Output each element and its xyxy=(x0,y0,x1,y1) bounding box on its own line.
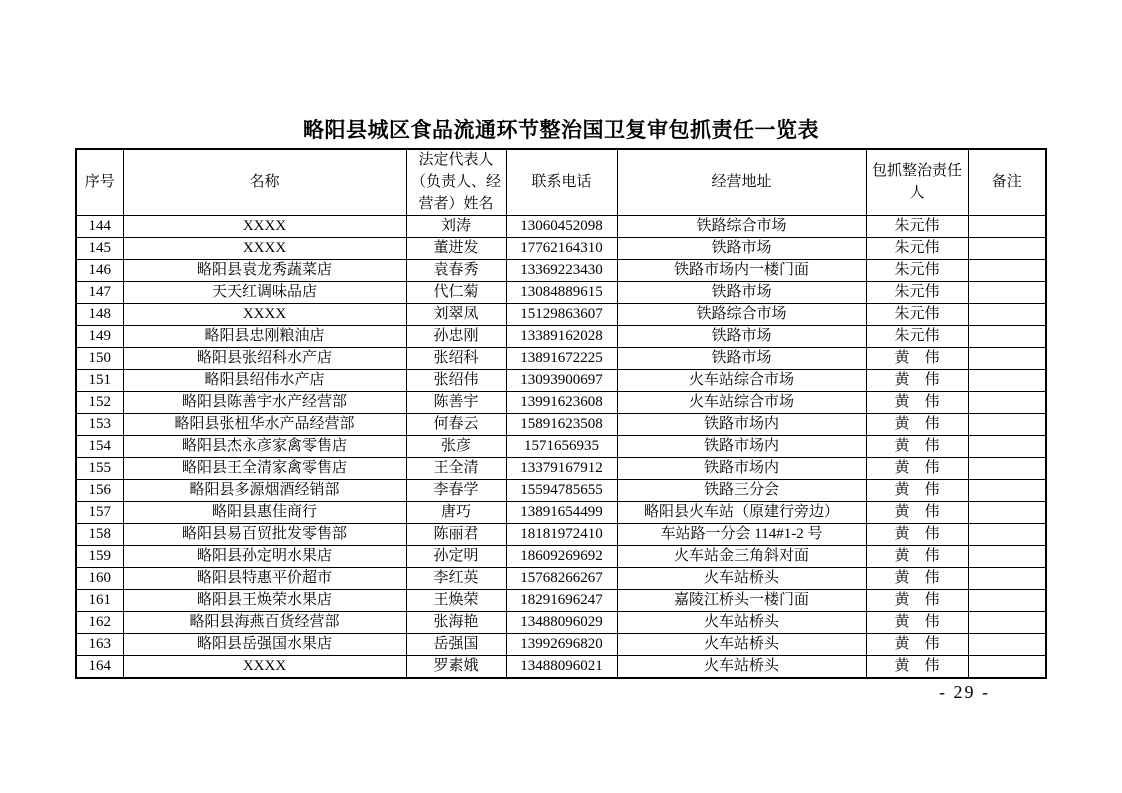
table-row xyxy=(76,480,1046,502)
cell-address: 略阳县火车站（原建行旁边） xyxy=(617,502,866,524)
cell-name: 略阳县张绍科水产店 xyxy=(123,348,406,370)
cell-representative: 唐巧 xyxy=(406,502,506,524)
cell-responsible: 朱元伟 xyxy=(866,304,968,326)
cell-remark xyxy=(968,458,1046,480)
cell-address: 铁路三分会 xyxy=(617,480,866,502)
cell-seq: 160 xyxy=(76,568,123,590)
cell-representative: 张海艳 xyxy=(406,612,506,634)
cell-representative: 陈丽君 xyxy=(406,524,506,546)
cell-seq: 155 xyxy=(76,458,123,480)
cell-phone: 13060452098 xyxy=(506,216,617,238)
cell-name: 略阳县多源烟酒经销部 xyxy=(123,480,406,502)
header-row xyxy=(76,149,1046,216)
cell-representative: 孙忠刚 xyxy=(406,326,506,348)
cell-responsible: 黄 伟 xyxy=(866,370,968,392)
page-title: 略阳县城区食品流通环节整治国卫复审包抓责任一览表 xyxy=(303,118,819,142)
cell-phone: 15594785655 xyxy=(506,480,617,502)
cell-phone: 13992696820 xyxy=(506,634,617,656)
cell-phone: 15891623508 xyxy=(506,414,617,436)
cell-representative: 何春云 xyxy=(406,414,506,436)
cell-address: 铁路市场内一楼门面 xyxy=(617,260,866,282)
cell-address: 铁路市场内 xyxy=(617,436,866,458)
cell-phone: 17762164310 xyxy=(506,238,617,260)
cell-phone: 18291696247 xyxy=(506,590,617,612)
table-row xyxy=(76,568,1046,590)
cell-responsible: 黄 伟 xyxy=(866,546,968,568)
table-row xyxy=(76,590,1046,612)
table-body xyxy=(76,216,1046,679)
cell-phone: 1571656935 xyxy=(506,436,617,458)
cell-name: 略阳县绍伟水产店 xyxy=(123,370,406,392)
cell-name: 略阳县孙定明水果店 xyxy=(123,546,406,568)
table-row xyxy=(76,414,1046,436)
cell-phone: 13891654499 xyxy=(506,502,617,524)
cell-representative: 李春学 xyxy=(406,480,506,502)
cell-address: 铁路市场内 xyxy=(617,414,866,436)
cell-address: 铁路市场 xyxy=(617,348,866,370)
cell-address: 铁路市场 xyxy=(617,238,866,260)
cell-seq: 158 xyxy=(76,524,123,546)
header-responsible: 包抓整治责任人 xyxy=(866,149,968,216)
cell-responsible: 黄 伟 xyxy=(866,634,968,656)
cell-address: 火车站桥头 xyxy=(617,634,866,656)
cell-representative: 董进发 xyxy=(406,238,506,260)
cell-responsible: 黄 伟 xyxy=(866,348,968,370)
cell-name: 略阳县惠佳商行 xyxy=(123,502,406,524)
cell-seq: 156 xyxy=(76,480,123,502)
cell-seq: 152 xyxy=(76,392,123,414)
cell-name: 略阳县忠刚粮油店 xyxy=(123,326,406,348)
responsibility-table xyxy=(75,148,1047,679)
cell-representative: 代仁菊 xyxy=(406,282,506,304)
cell-remark xyxy=(968,414,1046,436)
cell-address: 火车站桥头 xyxy=(617,568,866,590)
page-number: - 29 - xyxy=(939,682,990,702)
cell-remark xyxy=(968,612,1046,634)
cell-name: XXXX xyxy=(123,238,406,260)
cell-phone: 13093900697 xyxy=(506,370,617,392)
cell-name: 天天红调味品店 xyxy=(123,282,406,304)
cell-remark xyxy=(968,238,1046,260)
table-row xyxy=(76,304,1046,326)
cell-name: 略阳县海燕百货经营部 xyxy=(123,612,406,634)
cell-responsible: 黄 伟 xyxy=(866,524,968,546)
cell-remark xyxy=(968,260,1046,282)
cell-representative: 刘涛 xyxy=(406,216,506,238)
cell-seq: 144 xyxy=(76,216,123,238)
cell-seq: 145 xyxy=(76,238,123,260)
cell-seq: 153 xyxy=(76,414,123,436)
cell-address: 火车站综合市场 xyxy=(617,392,866,414)
cell-name: 略阳县岳强国水果店 xyxy=(123,634,406,656)
cell-phone: 13488096029 xyxy=(506,612,617,634)
cell-remark xyxy=(968,546,1046,568)
cell-phone: 13084889615 xyxy=(506,282,617,304)
cell-name: XXXX xyxy=(123,216,406,238)
cell-seq: 147 xyxy=(76,282,123,304)
header-address: 经营地址 xyxy=(617,149,866,216)
cell-responsible: 黄 伟 xyxy=(866,656,968,679)
cell-remark xyxy=(968,502,1046,524)
cell-responsible: 黄 伟 xyxy=(866,590,968,612)
cell-phone: 18181972410 xyxy=(506,524,617,546)
cell-representative: 罗素娥 xyxy=(406,656,506,679)
cell-name: XXXX xyxy=(123,304,406,326)
cell-address: 火车站桥头 xyxy=(617,656,866,679)
cell-phone: 13891672225 xyxy=(506,348,617,370)
cell-responsible: 黄 伟 xyxy=(866,612,968,634)
cell-seq: 151 xyxy=(76,370,123,392)
cell-seq: 149 xyxy=(76,326,123,348)
cell-responsible: 朱元伟 xyxy=(866,216,968,238)
cell-representative: 岳强国 xyxy=(406,634,506,656)
table-row xyxy=(76,216,1046,238)
table-row xyxy=(76,612,1046,634)
cell-phone: 15129863607 xyxy=(506,304,617,326)
cell-address: 嘉陵江桥头一楼门面 xyxy=(617,590,866,612)
cell-name: 略阳县易百贸批发零售部 xyxy=(123,524,406,546)
cell-seq: 159 xyxy=(76,546,123,568)
header-representative: 法定代表人（负责人、经营者）姓名 xyxy=(406,149,506,216)
cell-representative: 袁春秀 xyxy=(406,260,506,282)
cell-name: 略阳县袁龙秀蔬菜店 xyxy=(123,260,406,282)
header-seq: 序号 xyxy=(76,149,123,216)
header-remark: 备注 xyxy=(968,149,1046,216)
cell-responsible: 黄 伟 xyxy=(866,392,968,414)
table-row xyxy=(76,238,1046,260)
cell-seq: 162 xyxy=(76,612,123,634)
cell-address: 铁路综合市场 xyxy=(617,304,866,326)
cell-seq: 161 xyxy=(76,590,123,612)
cell-responsible: 朱元伟 xyxy=(866,282,968,304)
cell-remark xyxy=(968,370,1046,392)
cell-responsible: 朱元伟 xyxy=(866,326,968,348)
cell-phone: 13389162028 xyxy=(506,326,617,348)
cell-name: XXXX xyxy=(123,656,406,679)
cell-remark xyxy=(968,656,1046,679)
cell-remark xyxy=(968,568,1046,590)
cell-address: 铁路市场 xyxy=(617,326,866,348)
cell-representative: 陈善宇 xyxy=(406,392,506,414)
cell-address: 铁路市场 xyxy=(617,282,866,304)
cell-address: 火车站金三角斜对面 xyxy=(617,546,866,568)
table-row xyxy=(76,524,1046,546)
cell-responsible: 朱元伟 xyxy=(866,238,968,260)
cell-remark xyxy=(968,282,1046,304)
cell-name: 略阳县王焕荣水果店 xyxy=(123,590,406,612)
cell-representative: 张彦 xyxy=(406,436,506,458)
cell-address: 铁路市场内 xyxy=(617,458,866,480)
cell-phone: 13369223430 xyxy=(506,260,617,282)
cell-address: 火车站综合市场 xyxy=(617,370,866,392)
cell-remark xyxy=(968,436,1046,458)
cell-responsible: 黄 伟 xyxy=(866,480,968,502)
cell-remark xyxy=(968,304,1046,326)
table-row xyxy=(76,656,1046,679)
cell-name: 略阳县张杻华水产品经营部 xyxy=(123,414,406,436)
cell-seq: 164 xyxy=(76,656,123,679)
cell-representative: 张绍科 xyxy=(406,348,506,370)
cell-remark xyxy=(968,326,1046,348)
table-row xyxy=(76,546,1046,568)
cell-remark xyxy=(968,480,1046,502)
cell-remark xyxy=(968,392,1046,414)
cell-responsible: 黄 伟 xyxy=(866,502,968,524)
cell-seq: 163 xyxy=(76,634,123,656)
cell-representative: 刘翠凤 xyxy=(406,304,506,326)
cell-remark xyxy=(968,634,1046,656)
cell-responsible: 黄 伟 xyxy=(866,458,968,480)
cell-seq: 146 xyxy=(76,260,123,282)
table-row xyxy=(76,392,1046,414)
table-header xyxy=(76,149,1046,216)
cell-remark xyxy=(968,348,1046,370)
cell-name: 略阳县特惠平价超市 xyxy=(123,568,406,590)
table-row xyxy=(76,458,1046,480)
cell-responsible: 朱元伟 xyxy=(866,260,968,282)
table-row xyxy=(76,260,1046,282)
header-name: 名称 xyxy=(123,149,406,216)
cell-address: 铁路综合市场 xyxy=(617,216,866,238)
table-row xyxy=(76,326,1046,348)
cell-remark xyxy=(968,590,1046,612)
cell-name: 略阳县杰永彦家禽零售店 xyxy=(123,436,406,458)
cell-seq: 154 xyxy=(76,436,123,458)
table-row xyxy=(76,502,1046,524)
table-row xyxy=(76,282,1046,304)
cell-seq: 150 xyxy=(76,348,123,370)
cell-phone: 15768266267 xyxy=(506,568,617,590)
cell-representative: 李红英 xyxy=(406,568,506,590)
cell-representative: 王焕荣 xyxy=(406,590,506,612)
cell-representative: 王全清 xyxy=(406,458,506,480)
cell-responsible: 黄 伟 xyxy=(866,568,968,590)
cell-representative: 孙定明 xyxy=(406,546,506,568)
cell-name: 略阳县王全清家禽零售店 xyxy=(123,458,406,480)
cell-remark xyxy=(968,216,1046,238)
header-phone: 联系电话 xyxy=(506,149,617,216)
cell-phone: 13488096021 xyxy=(506,656,617,679)
cell-seq: 157 xyxy=(76,502,123,524)
table-row xyxy=(76,370,1046,392)
table-row xyxy=(76,348,1046,370)
cell-remark xyxy=(968,524,1046,546)
table-row xyxy=(76,634,1046,656)
cell-phone: 13991623608 xyxy=(506,392,617,414)
cell-seq: 148 xyxy=(76,304,123,326)
table-row xyxy=(76,436,1046,458)
cell-address: 火车站桥头 xyxy=(617,612,866,634)
cell-phone: 18609269692 xyxy=(506,546,617,568)
cell-responsible: 黄 伟 xyxy=(866,436,968,458)
cell-address: 车站路一分会 114#1-2 号 xyxy=(617,524,866,546)
cell-name: 略阳县陈善宇水产经营部 xyxy=(123,392,406,414)
cell-responsible: 黄 伟 xyxy=(866,414,968,436)
cell-representative: 张绍伟 xyxy=(406,370,506,392)
cell-phone: 13379167912 xyxy=(506,458,617,480)
